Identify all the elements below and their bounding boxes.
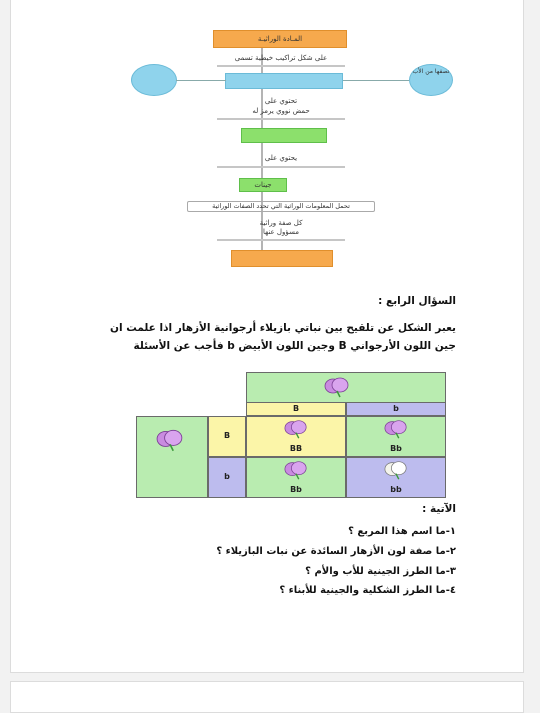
row-header-1: B: [208, 416, 246, 457]
flower-icon-left-parent: [156, 428, 184, 452]
right-ellipse-label: نصفها من الأب: [412, 68, 450, 75]
flow-label-contains: تحتوي على: [264, 97, 298, 105]
flower-icon-top-parent: [324, 376, 350, 398]
flower-icon-BB: [284, 418, 308, 440]
document-page: [10, 0, 524, 673]
flow-label-info: تحمل المعلومات الوراثية التي تحدد الصفات الوراثية: [187, 201, 375, 212]
flow-label-shape: على شكل تراكيب خيطية تسمى: [234, 54, 328, 62]
col-header-2: b: [346, 402, 446, 416]
flow-label-responsible: مسؤول عنها: [263, 228, 299, 236]
flow-arrow-2: [217, 118, 345, 120]
flow-box-bottom: [231, 250, 333, 267]
flow-box-dna: [241, 128, 327, 143]
flow-label-contains2: يحتوي على: [264, 154, 298, 162]
flower-icon-Bb-2: [284, 459, 308, 481]
left-connector: [176, 80, 226, 81]
row-header-2: b: [208, 457, 246, 498]
punnett-figure: [136, 372, 446, 500]
next-page-edge: [10, 681, 524, 713]
flow-arrow-1: [217, 65, 345, 67]
flow-title-box: المـادة الوراثيـة: [213, 30, 347, 48]
cell-label-1: BB: [289, 444, 303, 453]
cell-label-4: bb: [390, 485, 402, 494]
flow-label-dna: حمض نووي يرمز له: [252, 107, 310, 115]
question-item-4: ٤-ما الطرز الشكلية والجينية للأبناء ؟: [279, 585, 456, 596]
question-line-1: يعبر الشكل عن تلقيح بين نباتي بازيلاء أرجوانية الأزهار اذا علمت ان: [110, 322, 456, 334]
flower-icon-bb-white: [384, 459, 408, 481]
flower-icon-Bb-1: [384, 418, 408, 440]
following-label: الآتية :: [422, 503, 456, 515]
left-ellipse: [131, 64, 177, 96]
flow-diagram: [131, 28, 450, 273]
question-line-2: جين اللون الأرجواني B وجين اللون الأبيض b فأجب عن الأسئلة: [133, 340, 456, 352]
flow-box-chromosomes: [225, 73, 343, 89]
flow-arrow-3: [217, 166, 345, 168]
question-item-2: ٢-ما صفة لون الأزهار السائدة عن نبات البازيلاء ؟: [216, 546, 456, 557]
question-title: السؤال الرابع :: [378, 295, 456, 307]
question-item-3: ٣-ما الطرز الجينية للأب والأم ؟: [305, 566, 456, 577]
flow-box-genes: جينات: [239, 178, 287, 192]
flow-label-each: كل صفة وراثية: [259, 219, 303, 227]
right-connector: [343, 80, 409, 81]
cell-label-2: Bb: [390, 444, 402, 453]
question-item-1: ١-ما اسم هذا المربع ؟: [348, 526, 456, 537]
flow-arrow-4: [217, 239, 345, 241]
col-header-1: B: [246, 402, 346, 416]
cell-label-3: Bb: [290, 485, 302, 494]
